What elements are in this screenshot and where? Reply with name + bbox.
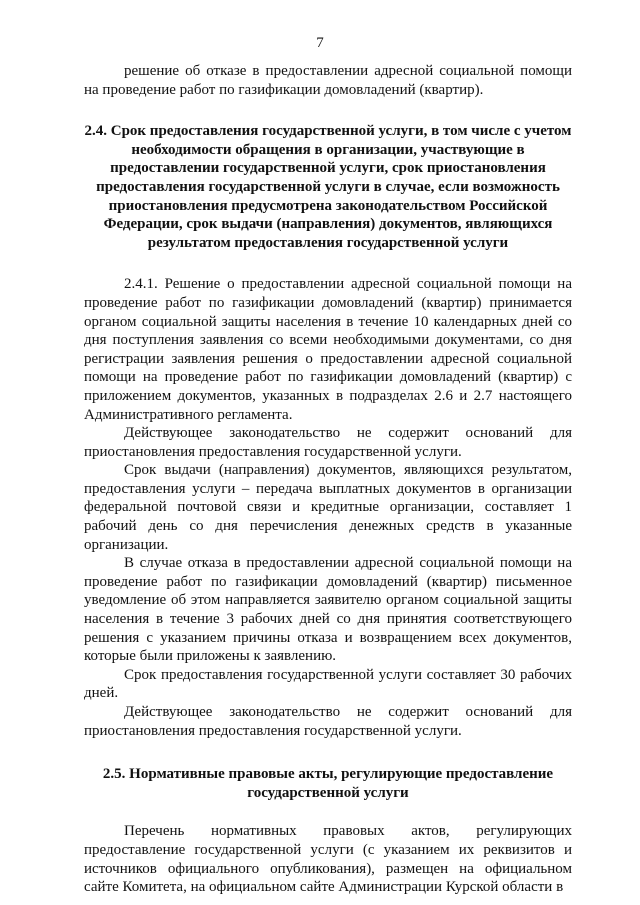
section-2-4-heading: 2.4. Срок предоставления государственной услуги, в том числе с учетом необходимости обращения в организации, участвующие в предоставлении государственной услуги, срок приостановления предоставления государственной услуги в случае, если возможность приостановления предусмотрена законодательством Российской Федерации, срок выдачи (направления) документов, являющихся результатом предоставления государственной услуги <box>84 123 572 251</box>
page-content <box>84 62 572 897</box>
section-2-4-paragraph: В случае отказа в предоставлении адресной социальной помощи на проведение работ по газификации домовладений (квартир) письменное уведомление об этом направляется заявителю органом социальной защиты населения в течение 3 рабочих дней со дня принятия соответствующего решения с указанием причины отказа и возвращением всех документов, которые были приложены к заявлению. <box>84 555 572 665</box>
section-2-4-paragraph: 2.4.1. Решение о предоставлении адресной социальной помощи на проведение работ по газификации домовладений (квартир) принимается органом социальной защиты населения в течение 10 календарных дней со дня поступления заявления со всеми необходимыми документами, со дня регистрации заявления решения о предоставлении адресной социальной помощи на проведение работ по газификации домовладений (квартир) с приложением документов, указанных в подразделах 2.6 и 2.7 настоящего Административного регламента. <box>84 276 572 423</box>
page-number: 7 <box>316 35 324 51</box>
section-2-4-paragraph: Срок выдачи (направления) документов, являющихся результатом, предоставления услуги – передача выплатных документов в организации федеральной почтовой связи и кредитные организации, составляет 1 рабочий день со дня перечисления денежных средств в указанные организации. <box>84 462 572 553</box>
intro-paragraph: решение об отказе в предоставлении адресной социальной помощи на проведение работ по газификации домовладений (квартир). <box>84 63 572 98</box>
section-2-4-paragraph: Срок предоставления государственной услуги составляет 30 рабочих дней. <box>84 666 572 702</box>
section-2-5-heading: 2.5. Нормативные правовые акты, регулирующие предоставление государственной услуги <box>102 766 554 801</box>
section-2-5-paragraph: Перечень нормативных правовых актов, регулирующих предоставление государственной услуги (с указанием их реквизитов и источников официального опубликования), размещен на официальном сайте Комитета, на официальном сайте Администрации Курской области в <box>84 823 572 896</box>
section-2-4-paragraph: Действующее законодательство не содержит оснований для приостановления предоставления государственной услуги. <box>84 425 572 460</box>
section-2-4-paragraph: Действующее законодательство не содержит оснований для приостановления предоставления государственной услуги. <box>84 704 572 739</box>
